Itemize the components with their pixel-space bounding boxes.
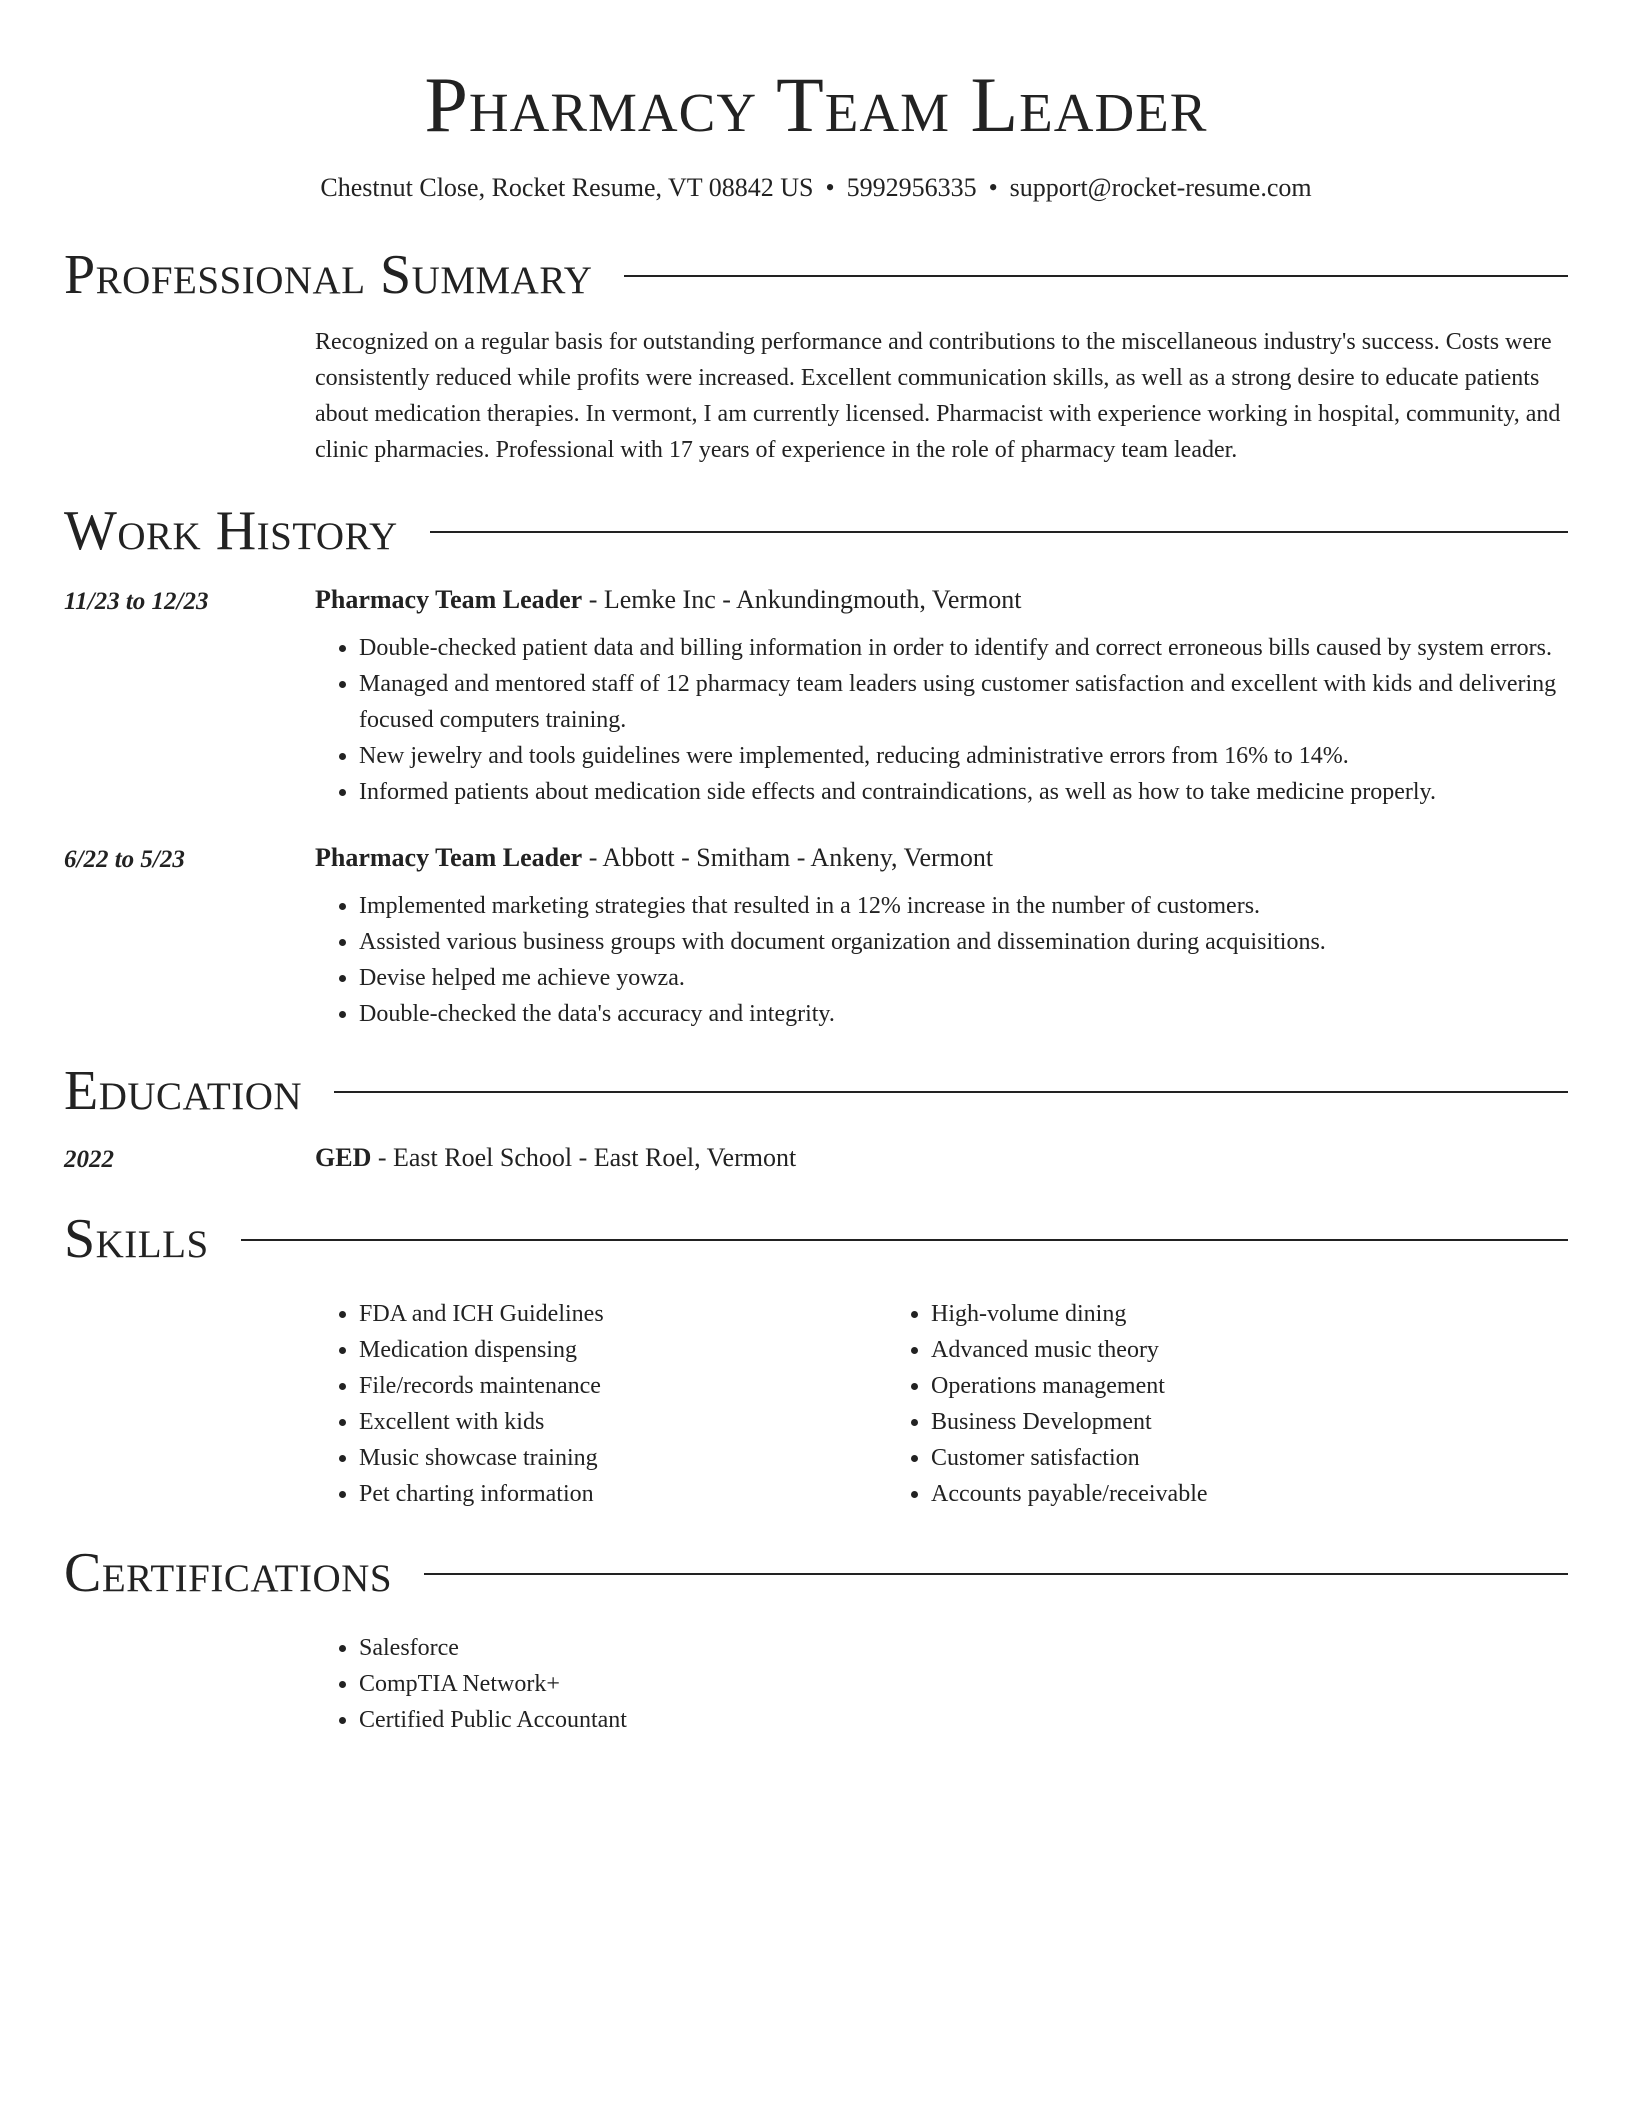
- job-title: Pharmacy Team Leader: [315, 585, 583, 614]
- contact-separator: •: [988, 173, 998, 202]
- education-year: 2022: [64, 1146, 114, 1173]
- skill-item: • Advanced music theory: [931, 1332, 1459, 1368]
- certification-item: • CompTIA Network+: [359, 1666, 1568, 1702]
- section-divider: [430, 531, 1568, 533]
- education-body: [315, 1140, 1568, 1178]
- skills-column-left: [315, 1296, 887, 1512]
- section-title-education: Education: [64, 1060, 303, 1122]
- section-header-certifications: [64, 1538, 1568, 1608]
- job-dates: 11/23 to 12/23: [64, 588, 209, 615]
- section-header-skills: [64, 1204, 1568, 1274]
- section-title-summary: Professional Summary: [64, 244, 593, 306]
- job-bullet: • Informed patients about medication side effects and contraindications, as well as how to take medicine properly.: [359, 774, 1568, 810]
- education-school: - East Roel School - East Roel, Vermont: [371, 1143, 797, 1172]
- job-title-line: [315, 840, 1568, 876]
- job-entry: [64, 582, 1568, 810]
- section-title-certifications: Certifications: [64, 1542, 393, 1604]
- contact-line: [64, 172, 1568, 204]
- job-bullets: [315, 630, 1568, 810]
- job-title-line: [315, 582, 1568, 618]
- job-bullet: • Devise helped me achieve yowza.: [359, 960, 1568, 996]
- job-employer: - Lemke Inc - Ankundingmouth, Vermont: [582, 585, 1022, 614]
- education-entry: [64, 1140, 1568, 1178]
- certifications-bullets: [315, 1630, 1568, 1738]
- section-title-work-history: Work History: [64, 500, 398, 562]
- section-header-education: [64, 1056, 1568, 1126]
- contact-address: Chestnut Close, Rocket Resume, VT 08842 US: [320, 173, 814, 202]
- certifications-list: [315, 1630, 1568, 1738]
- section-divider: [241, 1239, 1568, 1241]
- certification-item: • Salesforce: [359, 1630, 1568, 1666]
- skill-item: • Business Development: [931, 1404, 1459, 1440]
- job-bullet: • Assisted various business groups with document organization and dissemination during acquisitions.: [359, 924, 1568, 960]
- skill-item: • Medication dispensing: [359, 1332, 887, 1368]
- skills-column-right: [887, 1296, 1459, 1512]
- skills-grid: [315, 1296, 1568, 1512]
- job-bullet: • Double-checked the data's accuracy and integrity.: [359, 996, 1568, 1032]
- job-bullet: • New jewelry and tools guidelines were implemented, reducing administrative errors from 16% to 14%.: [359, 738, 1568, 774]
- section-header-summary: [64, 240, 1568, 310]
- section-title-skills: Skills: [64, 1208, 209, 1270]
- summary-text: Recognized on a regular basis for outstanding performance and contributions to the miscellaneous industry's success. Costs were consistently reduced while profits were increased. Excellent communication skills, as well as a strong desire to educate patients about medication therapies. In vermont, I am currently licensed. Pharmacist with experience working in hospital, community, and clinic pharmacies. Professional with 17 years of experience in the role of pharmacy team leader.: [315, 329, 1561, 463]
- job-body: [315, 840, 1568, 1032]
- job-bullet: • Managed and mentored staff of 12 pharmacy team leaders using customer satisfaction and excellent with kids and delivering focused computers training.: [359, 666, 1568, 738]
- job-body: [315, 582, 1568, 810]
- candidate-name: Pharmacy Team Leader: [424, 61, 1208, 148]
- skill-item: • Accounts payable/receivable: [931, 1476, 1459, 1512]
- skill-item: • Excellent with kids: [359, 1404, 887, 1440]
- skill-item: • High-volume dining: [931, 1296, 1459, 1332]
- job-title: Pharmacy Team Leader: [315, 843, 583, 872]
- skill-item: • Operations management: [931, 1368, 1459, 1404]
- section-divider: [624, 275, 1568, 277]
- contact-separator: •: [825, 173, 835, 202]
- skill-item: • Pet charting information: [359, 1476, 887, 1512]
- section-divider: [424, 1573, 1568, 1575]
- skill-item: • Customer satisfaction: [931, 1440, 1459, 1476]
- certification-item: • Certified Public Accountant: [359, 1702, 1568, 1738]
- job-bullet: • Implemented marketing strategies that resulted in a 12% increase in the number of customers.: [359, 888, 1568, 924]
- skill-item: • File/records maintenance: [359, 1368, 887, 1404]
- job-entry: [64, 840, 1568, 1032]
- section-header-work-history: [64, 496, 1568, 566]
- job-dates: 6/22 to 5/23: [64, 846, 185, 873]
- education-degree: GED: [315, 1143, 372, 1172]
- education-line: [315, 1140, 1568, 1176]
- section-divider: [334, 1091, 1568, 1093]
- skill-item: • Music showcase training: [359, 1440, 887, 1476]
- contact-email: support@rocket-resume.com: [1009, 173, 1312, 202]
- skill-item: • FDA and ICH Guidelines: [359, 1296, 887, 1332]
- contact-phone: 5992956335: [846, 173, 977, 202]
- job-bullets: [315, 888, 1568, 1032]
- job-bullet: • Double-checked patient data and billing information in order to identify and correct erroneous bills caused by system errors.: [359, 630, 1568, 666]
- job-employer: - Abbott - Smitham - Ankeny, Vermont: [582, 843, 994, 872]
- resume-page: [64, 0, 1568, 1738]
